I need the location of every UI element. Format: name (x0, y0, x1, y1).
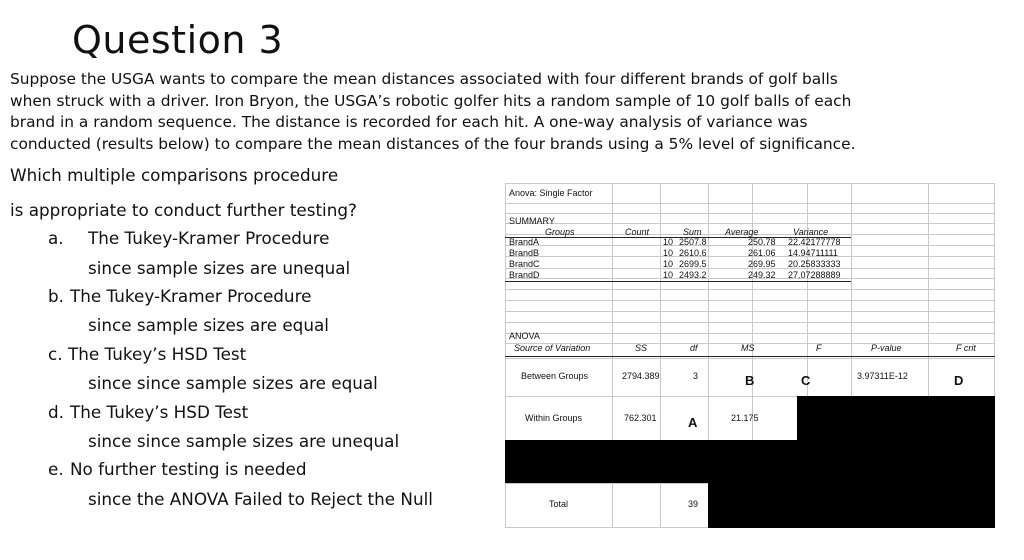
summary-header: Variance (793, 227, 829, 237)
summary-cell: BrandD (509, 270, 540, 280)
summary-cell: 10 (663, 259, 674, 269)
option-a-name[interactable]: The Tukey-Kramer Procedure (88, 228, 330, 248)
option-b-reason: since sample sizes are equal (88, 315, 329, 335)
option-d-letter: d. (48, 402, 64, 422)
summary-header: Groups (545, 227, 575, 237)
anova-spreadsheet (505, 183, 995, 528)
summary-cell: 261.06 (748, 248, 776, 258)
summary-cell: 20.25833333 (788, 259, 841, 269)
anova-header: P-value (871, 343, 902, 353)
summary-cell: BrandB (509, 248, 540, 258)
summary-cell: 14.94711111 (788, 248, 838, 258)
redacted-block (708, 483, 995, 528)
option-e-name[interactable]: No further testing is needed (70, 459, 307, 479)
summary-cell: 2507.8 (679, 237, 707, 247)
anova-header: SS (635, 343, 648, 353)
anova-header: df (690, 343, 698, 353)
option-c-letter: c. (48, 344, 63, 364)
option-b-letter: b. (48, 286, 64, 306)
option-e-reason: since the ANOVA Failed to Reject the Null (88, 489, 433, 509)
summary-cell: 250.78 (748, 237, 776, 247)
summary-label: SUMMARY (509, 216, 555, 226)
within-ss: 762.301 (624, 413, 657, 423)
summary-header: Average (725, 227, 759, 237)
summary-cell: 10 (663, 270, 674, 280)
summary-cell: 22.42177778 (788, 237, 841, 247)
anova-header: MS (741, 343, 755, 353)
question-line: Which multiple comparisons procedure (10, 165, 339, 185)
option-a-letter: a. (48, 228, 64, 248)
question-title: Question 3 (72, 18, 284, 62)
between-pvalue: 3.97311E-12 (857, 371, 908, 381)
intro-line: conducted (results below) to compare the mean distances of the four brands using a 5% level of significance. (10, 134, 856, 153)
between-ss: 2794.389 (622, 371, 660, 381)
option-c-name[interactable]: The Tukey’s HSD Test (68, 344, 247, 364)
summary-cell: 10 (663, 248, 674, 258)
option-a-reason: since sample sizes are unequal (88, 258, 351, 278)
redacted-block (505, 440, 995, 483)
between-label: Between Groups (521, 371, 589, 381)
between-f-blank: C (801, 373, 811, 388)
within-label: Within Groups (525, 413, 583, 423)
summary-header: Sum (683, 227, 702, 237)
summary-cell: BrandA (509, 237, 540, 247)
anova-header: Source of Variation (514, 343, 591, 353)
summary-cell: 10 (663, 237, 674, 247)
intro-paragraph (10, 69, 910, 155)
anova-header: F crit (956, 343, 976, 353)
summary-cell: 269.95 (748, 259, 776, 269)
intro-line: Suppose the USGA wants to compare the mean distances associated with four different brands of golf balls (10, 70, 838, 88)
between-ms-blank: B (745, 373, 755, 388)
total-label: Total (549, 499, 569, 509)
within-df-blank: A (688, 415, 698, 430)
sheet-title: Anova: Single Factor (509, 188, 593, 198)
total-df: 39 (688, 499, 699, 509)
option-c-reason: since since sample sizes are equal (88, 373, 378, 393)
option-b-name[interactable]: The Tukey-Kramer Procedure (70, 286, 312, 306)
summary-cell: 2610.6 (679, 248, 707, 258)
question-line: is appropriate to conduct further testing? (10, 200, 357, 220)
summary-cell: 27.07288889 (788, 270, 841, 280)
option-d-name[interactable]: The Tukey’s HSD Test (70, 402, 249, 422)
intro-line: when struck with a driver. Iron Bryon, the USGA’s robotic golfer hits a random sample of 10 golf balls of each (10, 91, 852, 110)
summary-cell: 2699.5 (679, 259, 707, 269)
summary-cell: BrandC (509, 259, 540, 269)
intro-line: brand in a random sequence. The distance is recorded for each hit. A one-way analysis of variance was (10, 113, 808, 131)
summary-cell: 249.32 (748, 270, 776, 280)
anova-header: F (816, 343, 822, 353)
between-fcrit-blank: D (954, 373, 964, 388)
option-e-letter: e. (48, 459, 64, 479)
summary-header: Count (625, 227, 650, 237)
between-df: 3 (693, 371, 699, 381)
option-d-reason: since since sample sizes are unequal (88, 431, 400, 451)
summary-cell: 2493.2 (679, 270, 707, 280)
redacted-block (797, 396, 995, 440)
within-ms: 21.175 (731, 413, 759, 423)
anova-label: ANOVA (509, 331, 540, 341)
